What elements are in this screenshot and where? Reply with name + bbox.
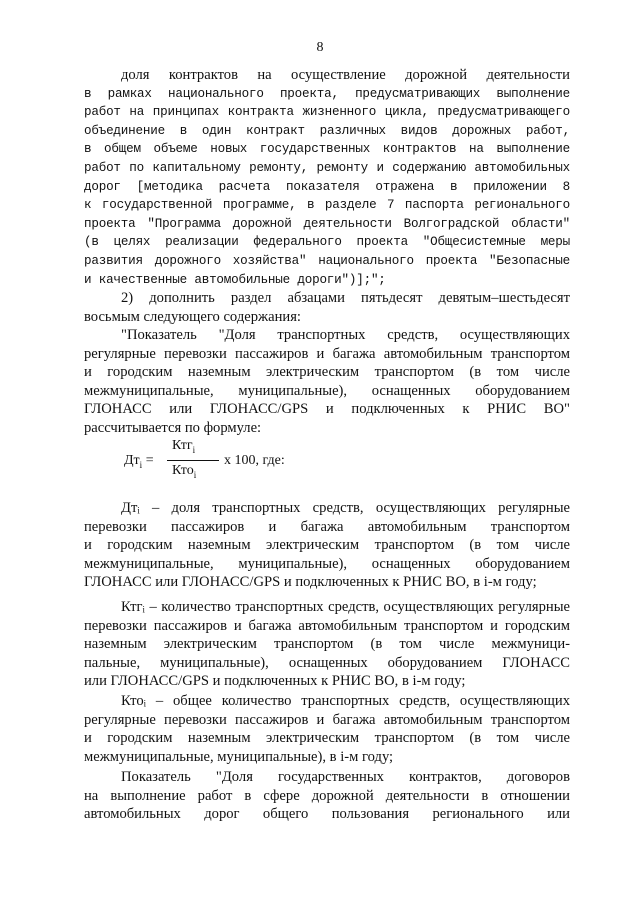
text-line: пальные, муниципальные), оснащенных оборудованием ГЛОНАСС xyxy=(84,654,570,671)
text-line: перевозки пассажиров и багажа автомобильным транспортом xyxy=(84,518,570,535)
text-line: межмуниципальные, муниципальные), в i-м году; xyxy=(84,748,394,765)
text-line: к государственной программе, в разделе 7 паспорта регионального xyxy=(84,198,570,213)
text-line: ГЛОНАСС или ГЛОНАСС/GPS и подключенных к РНИС ВО, в i-м году; xyxy=(84,574,537,591)
text-line: объединение в один контракт различных видов дорожных работ, xyxy=(84,123,570,138)
paragraph-amendment xyxy=(84,289,570,326)
fraction-bar xyxy=(167,460,219,461)
text-line: Показатель "Доля государственных контрактов, договоров xyxy=(121,769,570,785)
text-line: рассчитывается по формуле: xyxy=(84,419,262,436)
text-line: и городским наземным электрическим транспортом (в том числе xyxy=(84,537,570,554)
text-line: работ на принципах контракта жизненного цикла, предусматривающего xyxy=(84,105,570,120)
text-line: и качественные автомобильные дороги")];"; xyxy=(84,272,386,287)
text-line: работ по капитальному ремонту, ремонту и содержанию автомобильных xyxy=(84,160,570,175)
text-line: "Показатель "Доля транспортных средств, осуществляющих xyxy=(121,327,570,343)
text-line: на выполнение работ в сфере дорожной деятельности в отношении xyxy=(84,787,570,804)
text-line: наземным электрическим транспортом (в том числе межмуници- xyxy=(84,636,570,653)
paragraph-def-kto xyxy=(84,692,570,766)
text-line: регулярные перевозки пассажиров и багажа автомобильным транспортом xyxy=(84,711,570,728)
text-line: и городским наземным электрическим транспортом (в том числе xyxy=(84,730,570,747)
text-line: и городским наземным электрическим транспортом (в том числе xyxy=(84,364,570,381)
paragraph-def-ktg xyxy=(84,598,570,691)
text-line: 2) дополнить раздел абзацами пятьдесят девятым–шестьдесят xyxy=(121,290,570,306)
text-line: или ГЛОНАСС/GPS и подключенных к РНИС ВО, в i-м году; xyxy=(84,673,466,690)
text-line: в рамках национального проекта, предусматривающих выполнение xyxy=(84,86,570,101)
text-line: Ктгᵢ – количество транспортных средств, осуществляющих регулярные xyxy=(121,599,570,615)
formula-numerator: Ктг$_i$ xyxy=(172,438,196,455)
text-line: автомобильных дорог общего пользования регионального или xyxy=(84,806,570,823)
text-line: (в целях реализации федерального проекта "Общесистемные меры xyxy=(84,235,570,250)
text-line: Дтᵢ – доля транспортных средств, осуществляющих регулярные xyxy=(121,500,570,516)
text-line: развития дорожного хозяйства" национального проекта "Безопасные xyxy=(84,253,570,268)
text-line: в общем объеме новых государственных контрактов на выполнение xyxy=(84,142,570,157)
text-line: перевозки пассажиров и багажа автомобильным транспортом и городским xyxy=(84,617,570,634)
text-line: Ктоᵢ – общее количество транспортных средств, осуществляющих xyxy=(121,693,570,709)
text-line: ГЛОНАСС или ГЛОНАСС/GPS и подключенных к РНИС ВО" xyxy=(84,401,570,418)
formula-denominator: Кто$_i$ xyxy=(172,463,197,480)
formula-lhs: $Дт_i$ = xyxy=(124,453,154,470)
paragraph-contracts-share xyxy=(84,66,570,289)
text-line: межмуниципальные, муниципальные), оснащенных оборудованием xyxy=(84,555,570,572)
paragraph-indicator-glonass xyxy=(84,326,570,438)
text-line: проекта "Программа дорожной деятельности Волгоградской области" xyxy=(84,216,570,231)
page-number: 8 xyxy=(316,40,324,55)
paragraph-indicator-contracts xyxy=(84,768,570,824)
text-line: дорог [методика расчета показателя отражена в приложении 8 xyxy=(84,179,570,194)
text-line: межмуниципальные, муниципальные), оснащенных оборудованием xyxy=(84,382,570,399)
text-line: доля контрактов на осуществление дорожной деятельности xyxy=(121,67,570,83)
text-line: регулярные перевозки пассажиров и багажа автомобильным транспортом xyxy=(84,345,570,362)
formula xyxy=(124,438,304,490)
formula-multiplier: x 100, где: xyxy=(224,453,285,468)
paragraph-def-dt xyxy=(84,499,570,592)
text-line: восьмым следующего содержания: xyxy=(84,308,301,325)
